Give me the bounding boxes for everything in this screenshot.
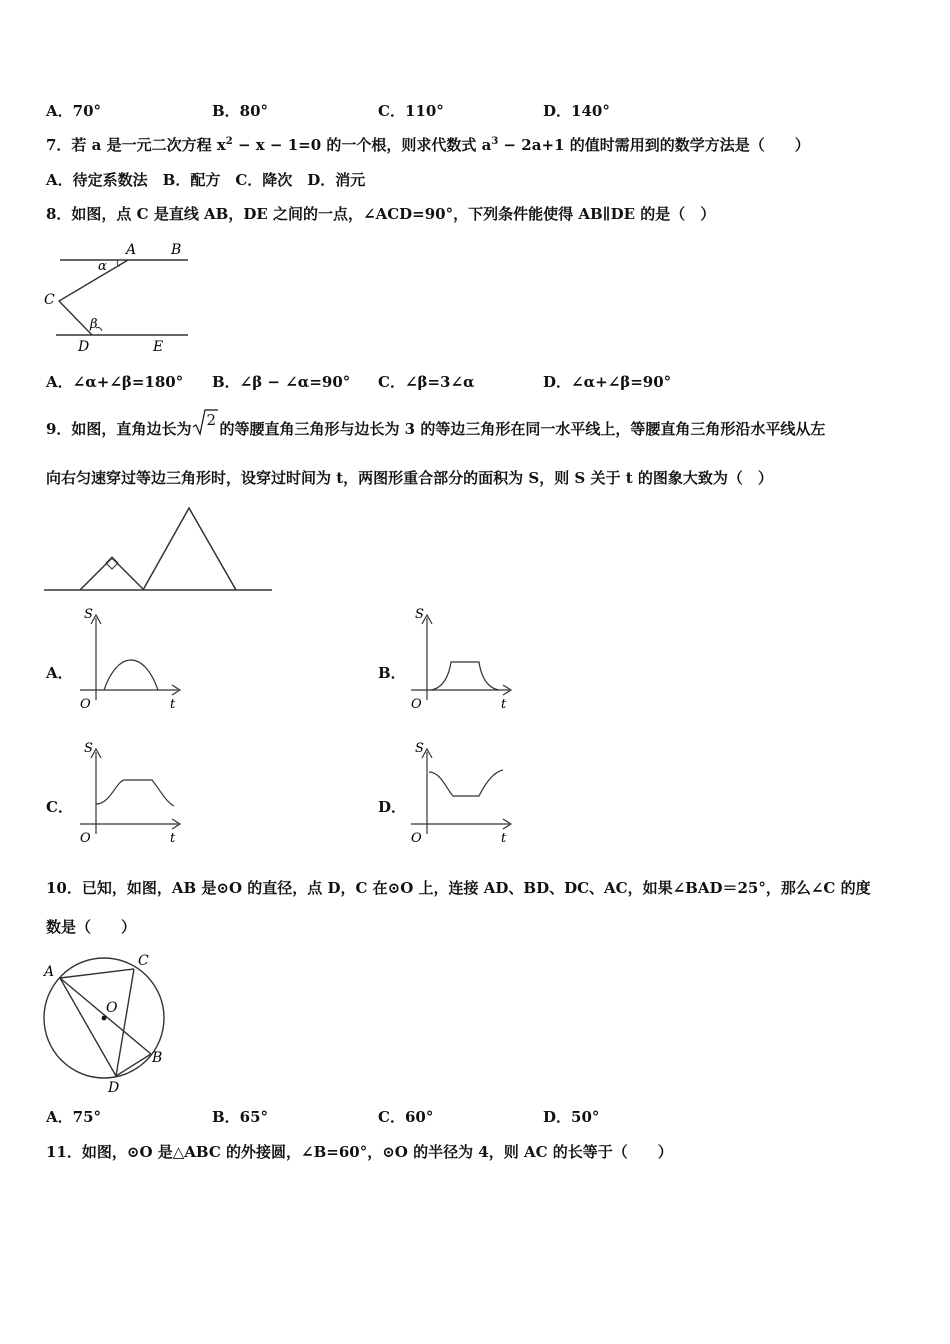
q10-circle-figure [40,948,180,1094]
q10-option-b: B．65° [212,1108,269,1126]
q9-graph-c [72,738,187,848]
q9-graph-a [72,604,187,714]
q10-stem-line2: 数是（ ） [46,918,137,936]
origin-label: O [411,831,422,846]
q9-graph-d [403,738,518,848]
axis-s-label: S [84,607,93,622]
q8-label-a: A [126,242,137,258]
q8-option-b: B．∠β − ∠α=90° [212,373,351,391]
axis-t-label: t [170,831,176,846]
q8-parallel-lines-figure [40,236,195,358]
axis-s-label: S [415,741,424,756]
axis-t-label: t [501,831,507,846]
q7-options: A．待定系数法 B．配方 C．降次 D．消元 [46,171,366,189]
q9-triangles-figure [44,502,274,594]
q6-option-d: D．140° [543,102,610,120]
axis-s-label: S [415,607,424,622]
q11-stem: 11．如图，⊙O 是△ABC 的外接圆，∠B=60°，⊙O 的半径为 4，则 AC 的长等于（ ） [46,1143,673,1161]
origin-label: O [411,697,422,712]
q10-label-c: C [138,953,149,969]
q9-graph-b [403,604,518,714]
q10-option-a: A．75° [46,1108,102,1126]
axis-t-label: t [170,697,176,712]
q10-label-d: D [108,1080,120,1094]
q10-label-a: A [44,964,55,980]
q8-label-c: C [44,292,55,308]
q10-stem-line1: 10．已知，如图，AB 是⊙O 的直径，点 D，C 在⊙O 上，连接 AD、BD、DC、AC，如果∠BAD＝25°，那么∠C 的度 [46,879,871,897]
q8-label-d: D [78,339,90,355]
q8-label-beta: β [90,317,98,332]
q7-stem: 7．若 a 是一元二次方程 $x^2 - x - 1=0$ 的一个根，则求代数式 $a^3 - 2a+1$ 的值时需用到的数学方法是（ ） [46,136,810,154]
q6-option-b: B．80° [212,102,269,120]
q9-option-b-label: B． [378,664,406,682]
q6-option-c: C．110° [378,102,444,120]
q9-option-d-label: D． [378,798,407,816]
q9-stem-line1: 9．如图，直角边长为 2 的等腰直角三角形与边长为 3 的等边三角形在同一水平线上，等腰直角三角形沿水平线从左 [46,411,826,438]
q10-option-c: C．60° [378,1108,434,1126]
q8-label-e: E [153,339,164,355]
origin-label: O [80,831,91,846]
q8-label-b: B [171,242,182,258]
origin-label: O [80,697,91,712]
q10-option-d: D．50° [543,1108,600,1126]
q9-option-a-label: A． [46,664,73,682]
q8-label-alpha: α [98,259,107,274]
q8-option-a: A．∠α+∠β=180° [46,373,184,391]
q8-option-c: C．∠β=3∠α [378,373,475,391]
q8-option-d: D．∠α+∠β=90° [543,373,672,391]
q10-label-b: B [152,1050,163,1066]
q10-label-o: O [106,1000,118,1016]
sqrt-radical: 2 [191,419,219,439]
q9-stem-line2: 向右匀速穿过等边三角形时，设穿过时间为 t，两图形重合部分的面积为 S，则 S 关于 t 的图象大致为（ ） [46,469,773,487]
q8-stem: 8．如图，点 C 是直线 AB，DE 之间的一点，∠ACD=90°，下列条件能使得 AB∥DE 的是（ ） [46,205,716,223]
axis-s-label: S [84,741,93,756]
q9-option-c-label: C． [46,798,73,816]
axis-t-label: t [501,697,507,712]
q6-option-a: A．70° [46,102,102,120]
